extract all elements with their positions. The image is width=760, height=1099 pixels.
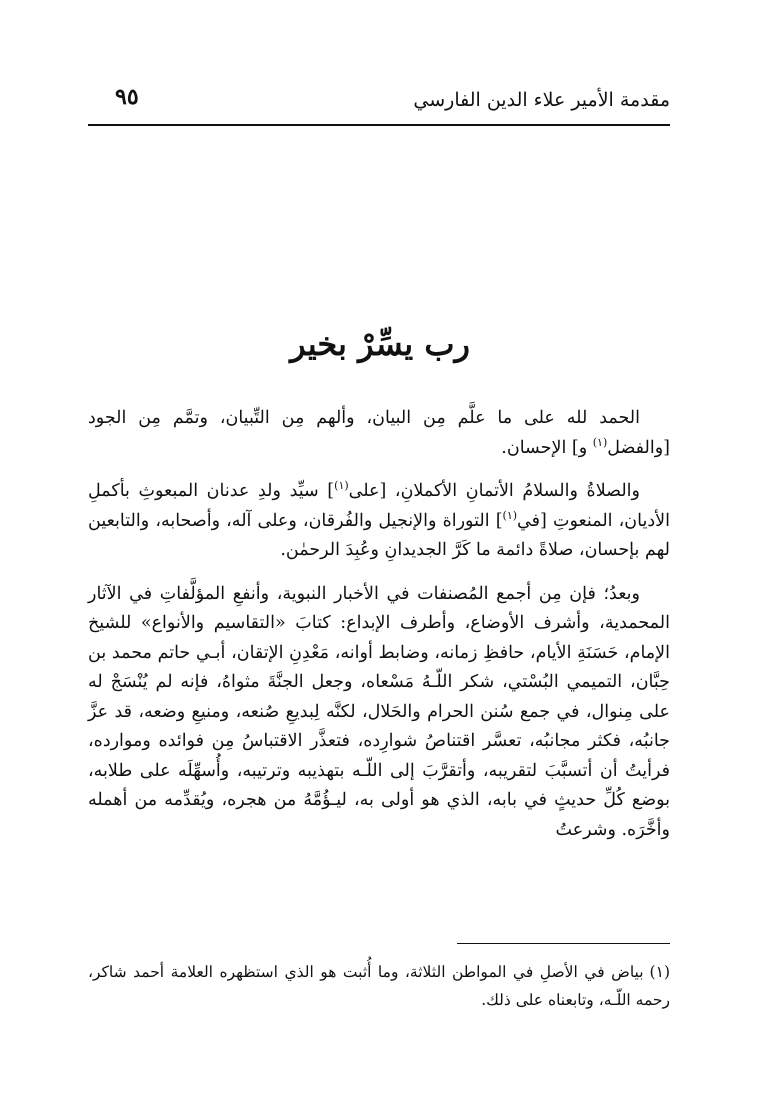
header-rule	[88, 124, 670, 126]
body-paragraph	[88, 477, 670, 566]
body-text	[88, 404, 670, 859]
body-paragraph	[88, 404, 670, 463]
footnote-reference: (١)	[334, 479, 349, 493]
chapter-title: رب يسِّرْ بخير	[290, 325, 470, 363]
paragraph-text: ] التوراة والإنجيل والفُرقان، وعلى آله، وأصحابه، والتابعين لهم بإحسان، صلاةً دائمة ما كَرَّ الجديدانِ وعُبِدَ الرحمٰن.	[88, 510, 670, 560]
paragraph-text: والصلاةُ والسلامُ الأتمانِ الأكملانِ، [على	[348, 481, 640, 501]
footnote-text: بياض في الأصلِ في المواطن الثلاثة، وما أُثبت هو الذي استظهره العلامة أحمد شاكر، رحمه اللّـه، وتابعناه على ذلك.	[88, 963, 670, 1009]
footnote-reference: (١)	[502, 508, 518, 522]
page-number: ٩٥	[115, 84, 139, 110]
body-paragraph	[88, 580, 670, 846]
paragraph-text: الحمد لله على ما علَّم مِن البيان، وألهم مِن التِّبيان، وتمَّم مِن الجود [والفضل	[88, 408, 670, 458]
paragraph-text: و] الإحسان.	[501, 437, 593, 458]
running-header-title: مقدمة الأمير علاء الدين الفارسي	[413, 89, 670, 111]
footnote-reference: (١)	[592, 435, 608, 449]
footnote	[88, 958, 670, 1014]
footnote-number: (١)	[649, 963, 670, 981]
footnotes	[88, 958, 670, 1014]
footnote-rule	[457, 943, 670, 944]
paragraph-text: وبعدُ؛ فإن مِن أجمع المُصنفات في الأخبار النبوية، وأنفعِ المؤلَّفاتِ في الآثار المحمدية، وأشرف الأوضاع، وأطرف الإبداع: كتابَ «التقاسيم والأنواع» للشيخ الإمام، حَسَنَةِ الأيام، حافظِ زمانه، وضابط أوانه، مَعْدِنِ الإتقان، أبـي حاتم محمد بن حِبَّان، التميمي البُسْتي، شكر اللّـهُ مَسْعاه، وجعل الجنَّةَ مثواهُ، فإنه لم يُنْسَجْ له على مِنوال، في جمع سُنن الحرام والحَلال، لكنَّه لِبديعِ صُنعه، ومنيعِ وضعه، قد عزَّ جانبُه، فكثر مجانبُه، تعسَّر اقتناصُ شوارِده، فتعذَّر الاقتباسُ مِن فوائده وموارده، فرأيتُ أن أتسبَّبَ لتقريبه، وأتقرَّبَ إلى اللّـه بتهذيبه وترتيبه، وأُسهِّلَه على طلابه، بوضع كُلِّ حديثٍ في بابه، الذي هو أولى به، ليـؤُمَّهُ من هجره، ويُقدِّمه من أهمله وأخَّرَه. وشرعتُ	[88, 583, 670, 840]
paragraph-text: ] سيِّد ولدِ عدنان المبعوثِ بأكملِ الأديان، المنعوتِ [في	[88, 481, 670, 531]
